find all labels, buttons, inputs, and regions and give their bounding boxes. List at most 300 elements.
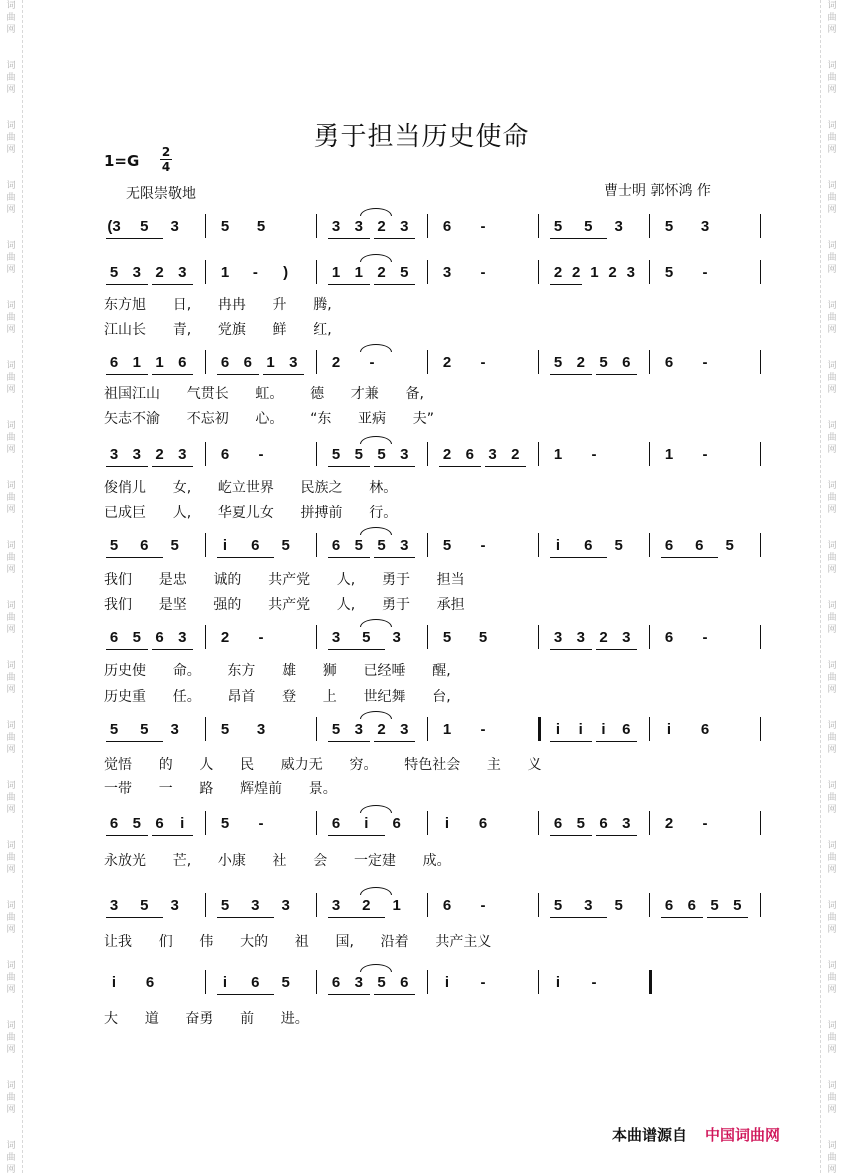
jianpu-note: 1 — [331, 264, 341, 281]
watermark-char: 网 — [827, 445, 837, 455]
jianpu-note: 6 — [553, 815, 563, 832]
watermark-char: 网 — [827, 1165, 837, 1173]
watermark-char: 网 — [827, 625, 837, 635]
watermark-char: 网 — [6, 445, 16, 455]
watermark-char: 曲 — [6, 733, 16, 743]
watermark-char: 词 — [6, 361, 16, 371]
jianpu-note: 2 — [608, 264, 617, 281]
jianpu-note: 5 — [599, 354, 608, 371]
jianpu-note: 3 — [132, 446, 141, 463]
jianpu-note: i — [222, 974, 228, 991]
watermark-char: 词 — [827, 1021, 837, 1031]
beam-line — [374, 284, 416, 285]
bar-line — [316, 717, 317, 741]
jianpu-note: 1 — [266, 354, 275, 371]
jianpu-note: 3 — [622, 815, 631, 832]
watermark-char: 网 — [6, 685, 16, 695]
jianpu-note: 3 — [576, 629, 585, 646]
beam-line — [328, 238, 370, 239]
watermark-char: 词 — [827, 961, 837, 971]
bar-line — [649, 625, 650, 649]
beam-line — [328, 994, 370, 995]
watermark-char: 词 — [6, 181, 16, 191]
watermark-char: 曲 — [6, 613, 16, 623]
bar-line — [427, 717, 428, 741]
jianpu-note: 6 — [109, 815, 119, 832]
jianpu-note: 6 — [664, 629, 674, 646]
bar-line — [205, 893, 206, 917]
jianpu-note: 3 — [132, 264, 141, 281]
watermark-char: 词 — [827, 1141, 837, 1151]
watermark-char: 词 — [6, 721, 16, 731]
jianpu-note: 1 — [220, 264, 230, 281]
watermark-char: 网 — [827, 865, 837, 875]
watermark-char: 曲 — [6, 13, 16, 23]
tie-arc — [360, 887, 392, 895]
jianpu-note: 6 — [145, 974, 155, 991]
watermark-char: 曲 — [827, 793, 837, 803]
jianpu-note: 2 — [572, 264, 581, 281]
bar-line — [649, 214, 650, 238]
tie-arc — [360, 527, 392, 535]
watermark-char: 词 — [827, 301, 837, 311]
song-title: 勇于担当历史使命 — [313, 122, 530, 152]
jianpu-note: 5 — [220, 721, 230, 738]
jianpu-note: 2 — [331, 354, 341, 371]
beam-line — [374, 741, 416, 742]
watermark-char: 曲 — [6, 373, 16, 383]
lyric-line: 觉悟 的 人 民 威力无 穷。 特色社会 主 义 — [104, 757, 542, 773]
bar-line — [427, 260, 428, 284]
bar-line — [649, 811, 650, 835]
watermark-char: 词 — [827, 661, 837, 671]
bar-line — [649, 260, 650, 284]
jianpu-note: 5 — [354, 446, 363, 463]
watermark-char: 词 — [6, 541, 16, 551]
jianpu-note: 3 — [400, 218, 409, 235]
beam-line — [106, 835, 148, 836]
bar-line — [538, 260, 539, 284]
watermark-char: 网 — [6, 805, 16, 815]
jianpu-note: 3 — [400, 721, 409, 738]
jianpu-note: 3 — [354, 721, 363, 738]
beam-line — [106, 284, 148, 285]
jianpu-note: 3 — [553, 629, 563, 646]
source-footer — [612, 1124, 780, 1145]
jianpu-note: 6 — [331, 974, 341, 991]
beam-line — [106, 741, 163, 742]
jianpu-note: 3 — [251, 897, 260, 914]
jianpu-note: 3 — [442, 264, 452, 281]
jianpu-note: 6 — [251, 537, 260, 554]
jianpu-note: 1 — [590, 264, 599, 281]
jianpu-note: 3 — [170, 897, 179, 914]
watermark-char: 曲 — [827, 733, 837, 743]
jianpu-note: 6 — [243, 354, 252, 371]
jianpu-note: i — [555, 721, 561, 738]
beam-line — [152, 649, 194, 650]
watermark-char: 曲 — [6, 853, 16, 863]
bar-line — [649, 717, 650, 741]
jianpu-note: (3 — [107, 218, 121, 235]
watermark-char: 网 — [827, 805, 837, 815]
watermark-char: 网 — [827, 565, 837, 575]
jianpu-note: - — [591, 974, 597, 991]
jianpu-note: i — [222, 537, 228, 554]
jianpu-note: - — [702, 446, 708, 463]
jianpu-note: 1 — [132, 354, 141, 371]
watermark-char: 网 — [6, 1105, 16, 1115]
bar-line — [205, 350, 206, 374]
watermark-char: 网 — [6, 325, 16, 335]
watermark-char: 词 — [6, 121, 16, 131]
jianpu-note: 3 — [354, 218, 363, 235]
jianpu-note: 5 — [664, 264, 674, 281]
tie-arc — [360, 964, 392, 972]
bar-line — [538, 625, 539, 649]
beam-line — [550, 741, 592, 742]
watermark-char: 网 — [827, 505, 837, 515]
jianpu-note: 3 — [488, 446, 497, 463]
jianpu-note: 6 — [331, 815, 341, 832]
jianpu-note: 6 — [331, 537, 341, 554]
jianpu-note: 3 — [178, 629, 187, 646]
bar-line — [316, 625, 317, 649]
beam-line — [152, 835, 194, 836]
jianpu-note: 5 — [132, 629, 141, 646]
jianpu-note: 5 — [614, 897, 623, 914]
bar-line — [205, 214, 206, 238]
beam-line — [152, 374, 194, 375]
jianpu-note: 1 — [442, 721, 452, 738]
bar-line — [316, 811, 317, 835]
beam-line — [328, 466, 370, 467]
watermark-char: 曲 — [827, 1033, 837, 1043]
watermark-char: 曲 — [827, 973, 837, 983]
beam-line — [152, 466, 194, 467]
jianpu-note: 6 — [442, 897, 452, 914]
watermark-char: 词 — [827, 721, 837, 731]
jianpu-note: 5 — [170, 537, 179, 554]
beam-line — [661, 557, 718, 558]
watermark-char: 网 — [6, 85, 16, 95]
bar-line — [205, 717, 206, 741]
beam-line — [550, 374, 592, 375]
watermark-char: 曲 — [6, 433, 16, 443]
jianpu-note: 2 — [155, 446, 164, 463]
watermark-char: 词 — [827, 361, 837, 371]
watermark-char: 词 — [6, 301, 16, 311]
watermark-char: 曲 — [6, 1093, 16, 1103]
jianpu-note: 5 — [377, 537, 386, 554]
watermark-char: 曲 — [827, 193, 837, 203]
bar-line — [427, 533, 428, 557]
bar-line — [316, 214, 317, 238]
source-label: 本曲谱源自 — [612, 1126, 688, 1144]
watermark-char: 曲 — [827, 433, 837, 443]
watermark-char: 网 — [6, 505, 16, 515]
bar-line — [649, 442, 650, 466]
jianpu-note: 6 — [251, 974, 260, 991]
beam-line — [374, 994, 416, 995]
jianpu-note: - — [480, 974, 486, 991]
composer-credit: 曹士明 郭怀鸿 作 — [604, 183, 711, 199]
lyric-line: 让我 们 伟 大的 祖 国, 沿着 共产主义 — [104, 934, 492, 950]
jianpu-note: 5 — [553, 354, 563, 371]
bar-line — [760, 350, 761, 374]
bar-line — [427, 442, 428, 466]
beam-line — [106, 557, 163, 558]
watermark-char: 曲 — [827, 253, 837, 263]
bar-line — [538, 214, 539, 238]
time-signature-bottom: 4 — [161, 160, 171, 174]
watermark-char: 曲 — [6, 73, 16, 83]
jianpu-note: 6 — [465, 446, 474, 463]
watermark-char: 词 — [827, 181, 837, 191]
jianpu-note: 6 — [664, 354, 674, 371]
lyric-line: 一带 一 路 辉煌前 景。 — [104, 781, 337, 797]
watermark-char: 曲 — [827, 673, 837, 683]
watermark-char: 曲 — [6, 133, 16, 143]
beam-line — [550, 238, 607, 239]
watermark-char: 曲 — [827, 373, 837, 383]
bar-line — [538, 893, 539, 917]
jianpu-note: i — [111, 974, 117, 991]
tie-arc — [360, 208, 392, 216]
lyric-line: 历史重 任。 昂首 登 上 世纪舞 台, — [104, 689, 451, 705]
bar-line — [649, 350, 650, 374]
jianpu-note: 5 — [478, 629, 488, 646]
lyric-line: 我们 是坚 强的 共产党 人, 勇于 承担 — [104, 597, 465, 613]
bar-line — [427, 811, 428, 835]
watermark-char: 曲 — [6, 1153, 16, 1163]
watermark-char: 词 — [6, 1, 16, 11]
jianpu-note: 6 — [584, 537, 593, 554]
lyric-line: 已成巨 人, 华夏儿女 拼搏前 行。 — [104, 505, 398, 521]
jianpu-note: 3 — [354, 974, 363, 991]
jianpu-note: - — [702, 629, 708, 646]
jianpu-note: 3 — [626, 264, 635, 281]
jianpu-note: - — [591, 446, 597, 463]
watermark-char: 网 — [827, 745, 837, 755]
bar-line — [538, 350, 539, 374]
watermark-char: 曲 — [6, 313, 16, 323]
jianpu-note: 3 — [700, 218, 710, 235]
brand-name: 中国词曲网 — [705, 1126, 781, 1144]
jianpu-note: 6 — [442, 218, 452, 235]
bar-line — [205, 442, 206, 466]
beam-line — [106, 466, 148, 467]
jianpu-note: 5 — [354, 537, 363, 554]
jianpu-note: 6 — [220, 446, 230, 463]
jianpu-note: - — [702, 815, 708, 832]
watermark-char: 网 — [827, 145, 837, 155]
beam-line — [152, 284, 194, 285]
bar-line — [316, 970, 317, 994]
jianpu-note: 3 — [400, 446, 409, 463]
jianpu-note: 5 — [109, 721, 119, 738]
watermark-char: 网 — [827, 85, 837, 95]
lyric-line: 东方旭 日, 冉冉 升 腾, — [104, 297, 332, 313]
bar-line — [760, 625, 761, 649]
watermark-char: 曲 — [827, 313, 837, 323]
jianpu-note: 5 — [362, 629, 371, 646]
bar-line — [538, 970, 539, 994]
jianpu-note: 2 — [664, 815, 674, 832]
beam-line — [106, 374, 148, 375]
beam-line — [106, 238, 163, 239]
watermark-char: 网 — [6, 985, 16, 995]
watermark-char: 曲 — [827, 913, 837, 923]
jianpu-note: 3 — [256, 721, 266, 738]
beam-line — [106, 917, 163, 918]
jianpu-note: 3 — [400, 537, 409, 554]
watermark-char: 网 — [827, 205, 837, 215]
jianpu-note: - — [480, 354, 486, 371]
bar-line — [649, 533, 650, 557]
watermark-char: 网 — [827, 385, 837, 395]
beam-line — [439, 466, 481, 467]
beam-line — [217, 374, 259, 375]
watermark-char: 词 — [6, 421, 16, 431]
bar-line — [205, 260, 206, 284]
beam-line — [596, 835, 638, 836]
jianpu-note: - — [258, 629, 264, 646]
jianpu-note: 5 — [256, 218, 266, 235]
lyric-line: 俊俏儿 女, 屹立世界 民族之 林。 — [104, 480, 398, 496]
lyric-line: 江山长 青, 党旗 鲜 红, — [104, 322, 332, 338]
watermark-char: 网 — [827, 985, 837, 995]
jianpu-note: 1 — [664, 446, 674, 463]
watermark-char: 曲 — [827, 613, 837, 623]
lyric-line: 历史使 命。 东方 雄 狮 已经唾 醒, — [104, 663, 451, 679]
watermark-char: 词 — [6, 901, 16, 911]
jianpu-note: 3 — [289, 354, 298, 371]
watermark-char: 曲 — [6, 1033, 16, 1043]
tie-arc — [360, 711, 392, 719]
jianpu-note: 5 — [109, 537, 119, 554]
bar-line — [649, 970, 652, 994]
bar-line — [205, 970, 206, 994]
beam-line — [374, 238, 416, 239]
jianpu-note: 2 — [377, 218, 386, 235]
watermark-char: 网 — [6, 1165, 16, 1173]
jianpu-note: 3 — [178, 446, 187, 463]
beam-line — [485, 466, 527, 467]
watermark-char: 网 — [6, 385, 16, 395]
watermark-char: 词 — [6, 841, 16, 851]
watermark-char: 词 — [6, 61, 16, 71]
watermark-char: 曲 — [6, 193, 16, 203]
watermark-char: 曲 — [6, 253, 16, 263]
beam-line — [328, 835, 385, 836]
jianpu-note: - — [480, 264, 486, 281]
tie-arc — [360, 619, 392, 627]
time-signature-top: 2 — [161, 145, 171, 159]
watermark-char: 词 — [827, 421, 837, 431]
jianpu-note: i — [180, 815, 185, 832]
lyric-line: 祖国江山 气贯长 虹。 德 才兼 备, — [104, 386, 424, 402]
jianpu-note: 6 — [178, 354, 187, 371]
jianpu-note: - — [252, 264, 258, 281]
beam-line — [328, 284, 370, 285]
beam-line — [550, 917, 607, 918]
bar-line — [538, 442, 539, 466]
jianpu-note: 6 — [695, 537, 704, 554]
bar-line — [427, 214, 428, 238]
watermark-char: 曲 — [827, 493, 837, 503]
watermark-char: 词 — [827, 121, 837, 131]
beam-line — [374, 557, 416, 558]
jianpu-note: 6 — [400, 974, 409, 991]
jianpu-note: 1 — [553, 446, 563, 463]
beam-line — [550, 649, 592, 650]
bar-line — [760, 893, 761, 917]
jianpu-note: 3 — [622, 629, 631, 646]
jianpu-note: 6 — [599, 815, 608, 832]
jianpu-note: i — [601, 721, 606, 738]
jianpu-note: - — [480, 537, 486, 554]
jianpu-note: 6 — [664, 897, 674, 914]
jianpu-note: i — [444, 815, 450, 832]
beam-line — [106, 649, 148, 650]
jianpu-note: 5 — [377, 446, 386, 463]
jianpu-note: 2 — [362, 897, 371, 914]
jianpu-note: 5 — [377, 974, 386, 991]
watermark-char: 曲 — [827, 1153, 837, 1163]
jianpu-note: 5 — [220, 897, 230, 914]
beam-line — [328, 557, 370, 558]
jianpu-note: 3 — [392, 629, 401, 646]
watermark-char: 词 — [6, 1021, 16, 1031]
watermark-char: 词 — [6, 241, 16, 251]
jianpu-note: 2 — [220, 629, 230, 646]
jianpu-note: - — [702, 264, 708, 281]
watermark-char: 词 — [827, 901, 837, 911]
beam-line — [661, 917, 703, 918]
watermark-char: 曲 — [827, 553, 837, 563]
watermark-char: 网 — [827, 1045, 837, 1055]
lyric-line: 永放光 芒, 小康 社 会 一定建 成。 — [104, 853, 451, 869]
jianpu-note: 5 — [614, 537, 623, 554]
jianpu-note: 6 — [155, 815, 164, 832]
bar-line — [316, 442, 317, 466]
jianpu-note: 2 — [511, 446, 520, 463]
watermark-char: 词 — [6, 781, 16, 791]
watermark-char: 曲 — [827, 133, 837, 143]
tempo-marking: 无限崇敬地 — [126, 186, 196, 202]
bar-line — [316, 533, 317, 557]
jianpu-note: 5 — [220, 218, 230, 235]
watermark-char: 词 — [827, 1081, 837, 1091]
watermark-char: 词 — [6, 1141, 16, 1151]
jianpu-note: 5 — [664, 218, 674, 235]
watermark-char: 曲 — [827, 853, 837, 863]
jianpu-note: 5 — [442, 629, 452, 646]
jianpu-note: 6 — [140, 537, 149, 554]
beam-line — [596, 374, 638, 375]
beam-line — [550, 835, 592, 836]
bar-line — [538, 533, 539, 557]
lyric-line: 我们 是忠 诚的 共产党 人, 勇于 担当 — [104, 572, 465, 588]
jianpu-note: 5 — [442, 537, 452, 554]
jianpu-note: 5 — [733, 897, 742, 914]
beam-line — [707, 917, 749, 918]
watermark-char: 网 — [6, 565, 16, 575]
bar-line — [205, 811, 206, 835]
watermark-char: 网 — [6, 925, 16, 935]
watermark-char: 曲 — [6, 913, 16, 923]
